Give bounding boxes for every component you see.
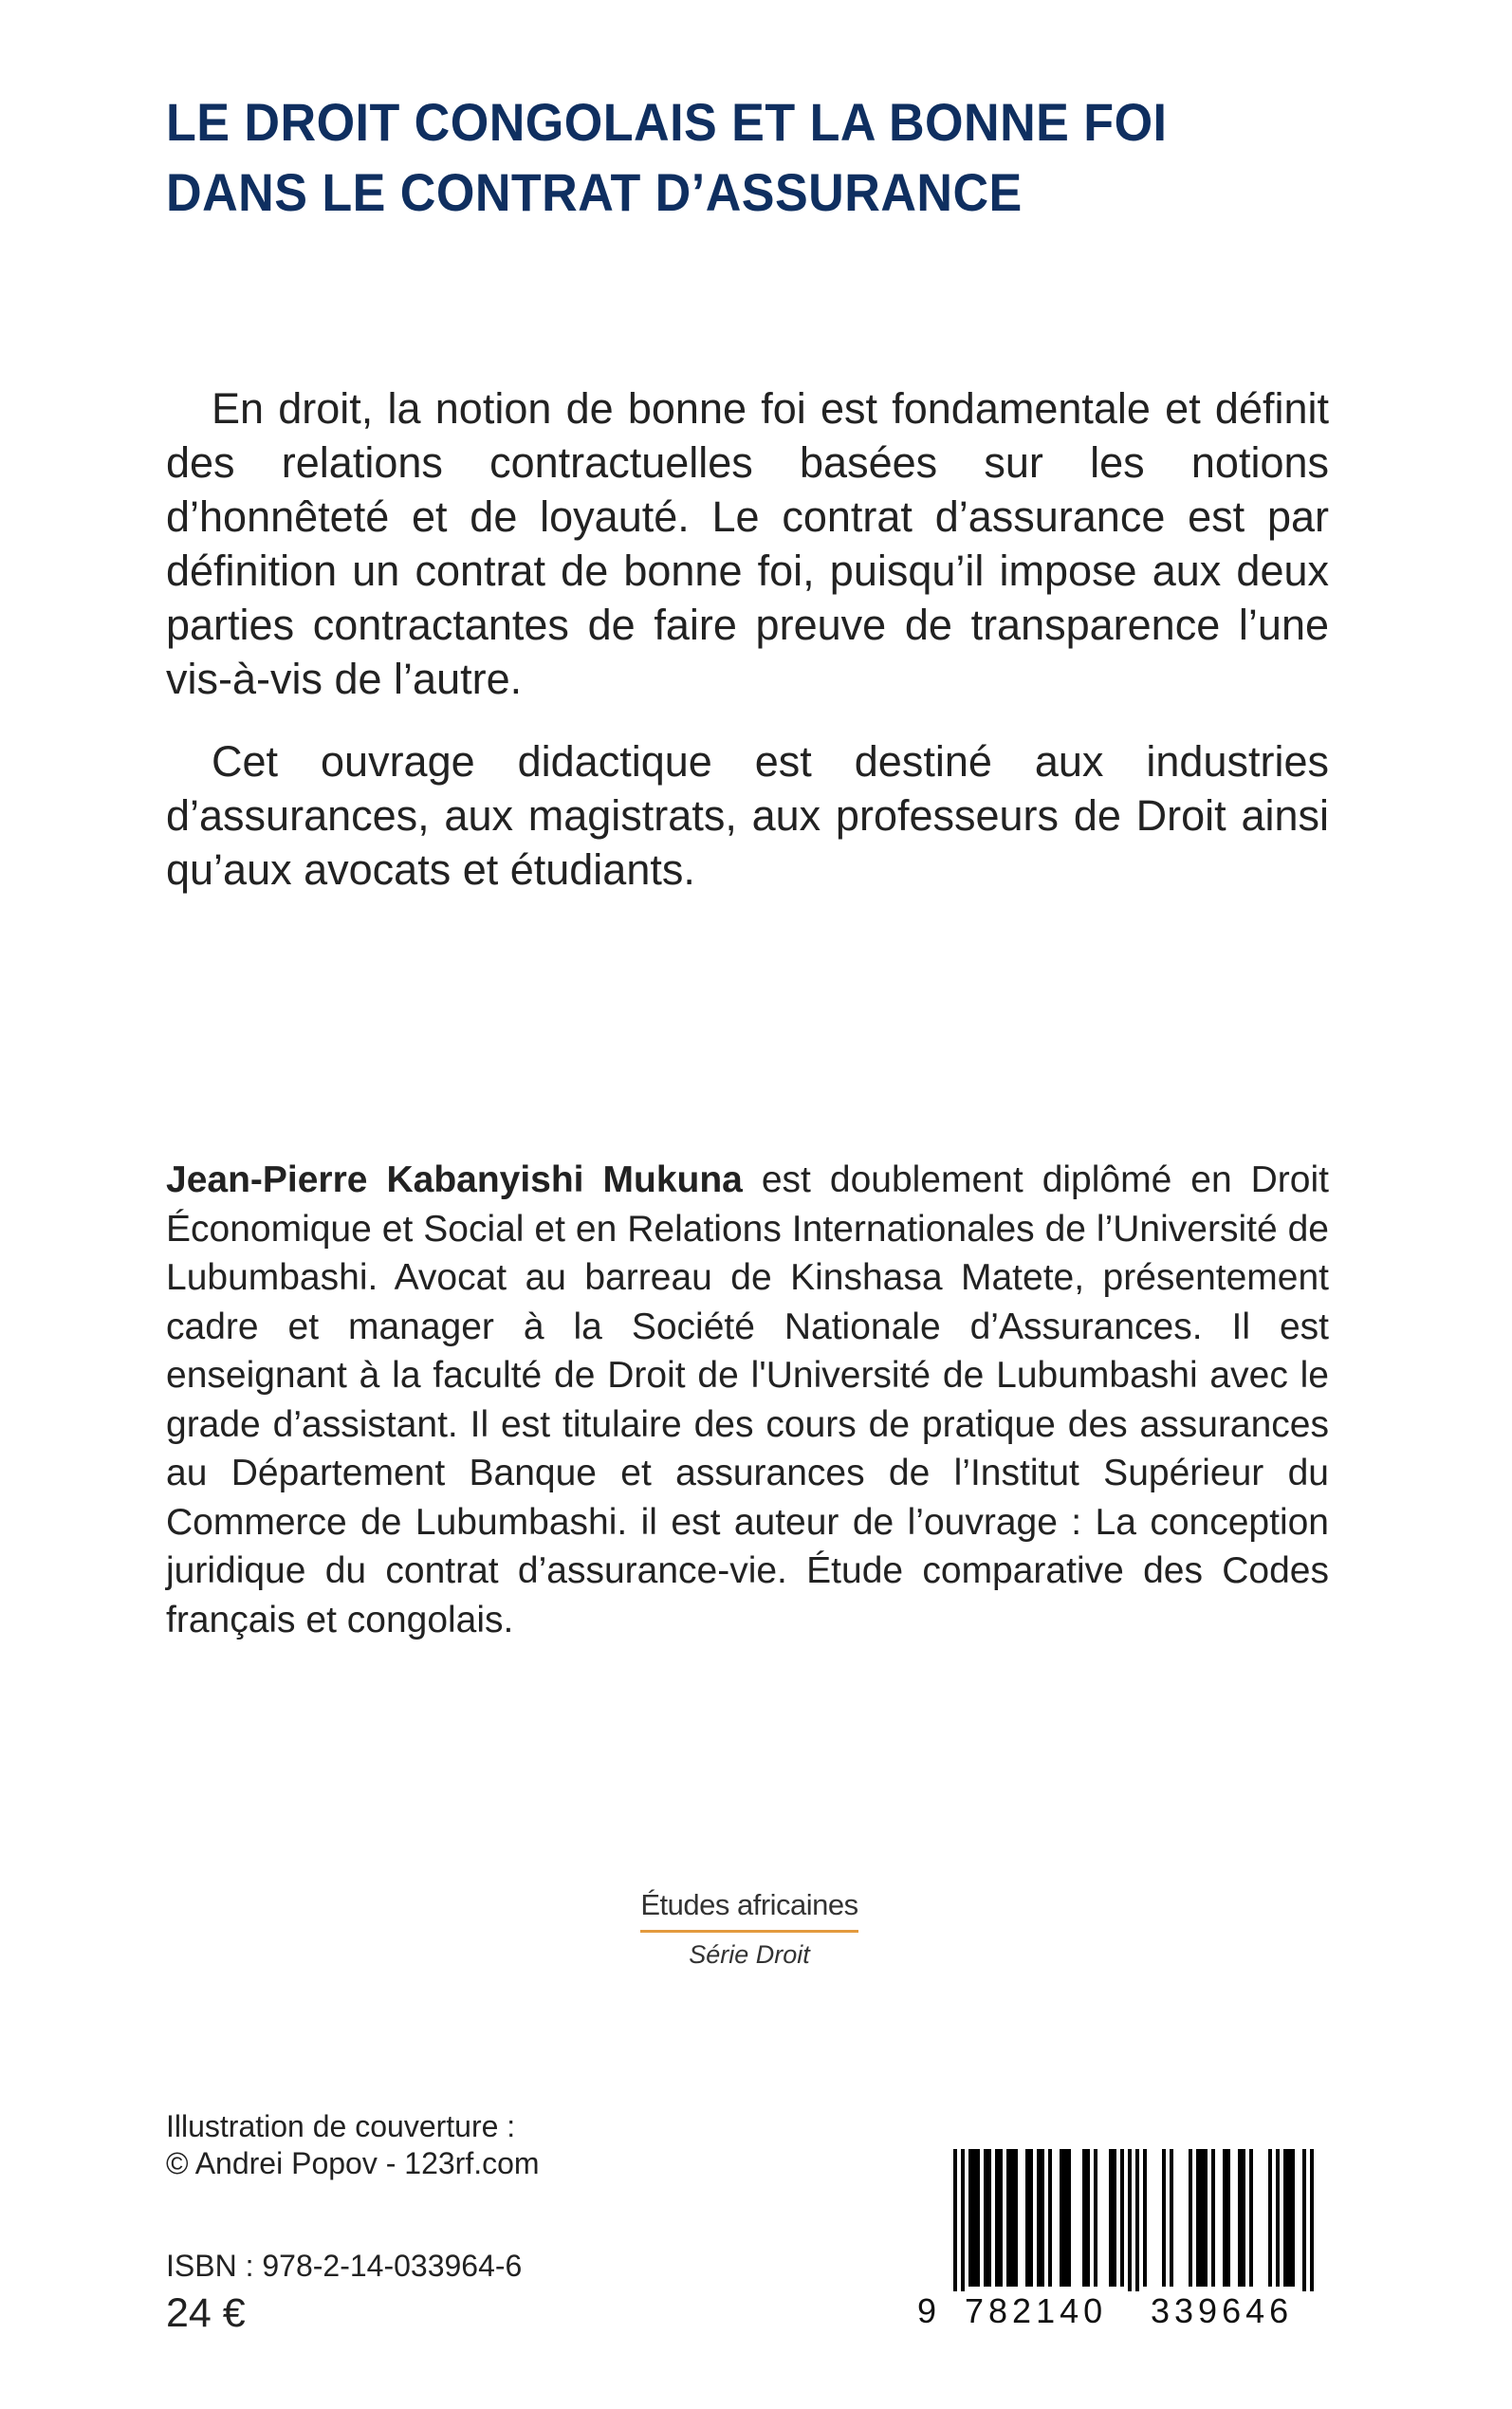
credits-line-1: Illustration de couverture : [166,2109,516,2143]
barcode-first-digit: 9 [917,2291,942,2330]
book-title-line-1: LE DROIT CONGOLAIS ET LA BONNE FOI [166,92,1168,152]
author-bio-text: est doublement diplômé en Droit Économique et Social et en Relations Internationales de l’Université de Lubumbashi. Avocat au barreau de Kinshasa Matete, présentement cadre et manager à la Société Nationale d’Assurances. Il est enseignant à la faculté de Droit de l'Université de Lubumbashi avec le grade d’assistant. Il est titulaire des cours de pratique des assurances au Département Banque et assurances de l’Institut Supérieur du Commerce de Lubumbashi. il est auteur de l’ouvrage : La conception juridique du contrat d’assurance-vie. Étude comparative des Codes français et congolais. [166,1159,1329,1640]
barcode-left-group: 782140 [965,2291,1108,2330]
book-summary [166,381,1329,925]
barcode-digits [915,2291,1342,2334]
barcode-bars-icon [915,2149,1342,2291]
isbn-barcode [915,2149,1342,2339]
summary-paragraph-2: Cet ouvrage didactique est destiné aux industries d’assurances, aux magistrats, aux professeurs de Droit ainsi qu’aux avocats et étudiants. [166,737,1329,894]
book-title [166,87,1269,228]
book-title-line-2: DANS LE CONTRAT D’ASSURANCE [166,162,1023,222]
cover-credits [166,2108,540,2182]
credits-line-2: © Andrei Popov - 123rf.com [166,2146,540,2180]
author-name: Jean-Pierre Kabanyishi Mukuna [166,1159,743,1200]
series-logo [636,1886,863,1973]
price-text: 24 € [166,2290,246,2336]
series-name: Études africaines [640,1886,857,1933]
barcode-right-group: 339646 [1151,2291,1294,2330]
author-biography [166,1156,1329,1644]
isbn-text: ISBN : 978-2-14-033964-6 [166,2249,523,2283]
summary-paragraph-1: En droit, la notion de bonne foi est fondamentale et définit des relations contractuelles basées sur les notions d’honnêteté et de loyauté. Le contrat d’assurance est par définition un contrat de bonne foi, puisqu’il impose aux deux parties contractantes de faire preuve de transparence l’une vis-à-vis de l’autre. [166,384,1329,703]
series-subseries: Série Droit [689,1940,810,1969]
